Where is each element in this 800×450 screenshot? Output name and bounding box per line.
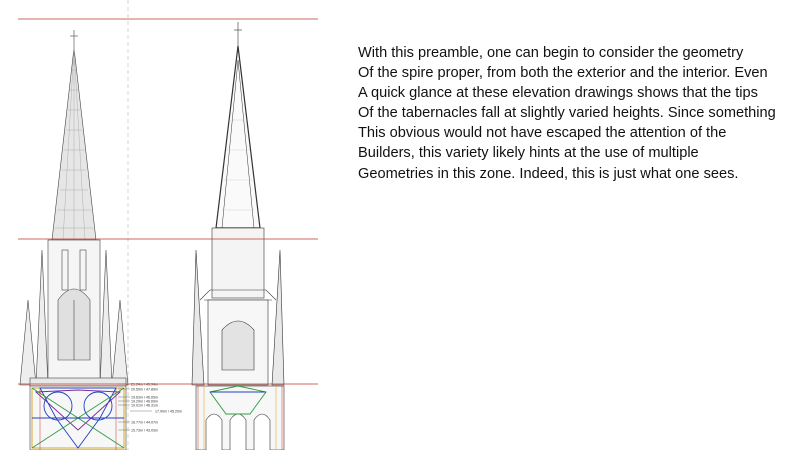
caption-line: Geometries in this zone. Indeed, this is just what one sees. <box>358 165 739 182</box>
dimension-label: 15.73m / 43.03m <box>131 428 158 433</box>
caption-line: Of the tabernacles fall at slightly varied heights. Since something <box>358 105 776 122</box>
dimension-label: 19.29m / 46.69m <box>131 399 158 404</box>
caption-text <box>358 43 778 184</box>
exterior-elevation <box>20 30 128 450</box>
caption-line: With this preamble, one can begin to consider the geometry <box>358 45 744 61</box>
dimension-label: 21.24m / 49.94m <box>131 382 158 387</box>
dimension-label: 16.77m / 44.07m <box>131 420 158 425</box>
caption-line: This obvious would not have escaped the attention of the <box>358 125 727 142</box>
spire-elevation-drawings <box>0 0 330 450</box>
dimension-label: 19.01m / 46.31m <box>131 403 158 408</box>
dimension-label: 17.90m / 45.20m <box>155 409 182 414</box>
dimension-label: 19.63m / 46.65m <box>131 395 158 400</box>
caption-line: A quick glance at these elevation drawings shows that the tips <box>358 85 758 102</box>
dimension-label: 20.59m / 47.89m <box>131 387 158 392</box>
caption-line: Builders, this variety likely hints at the use of multiple <box>358 145 699 162</box>
caption-line: Of the spire proper, from both the exterior and the interior. Even <box>358 65 768 82</box>
dimension-labels <box>131 383 182 433</box>
